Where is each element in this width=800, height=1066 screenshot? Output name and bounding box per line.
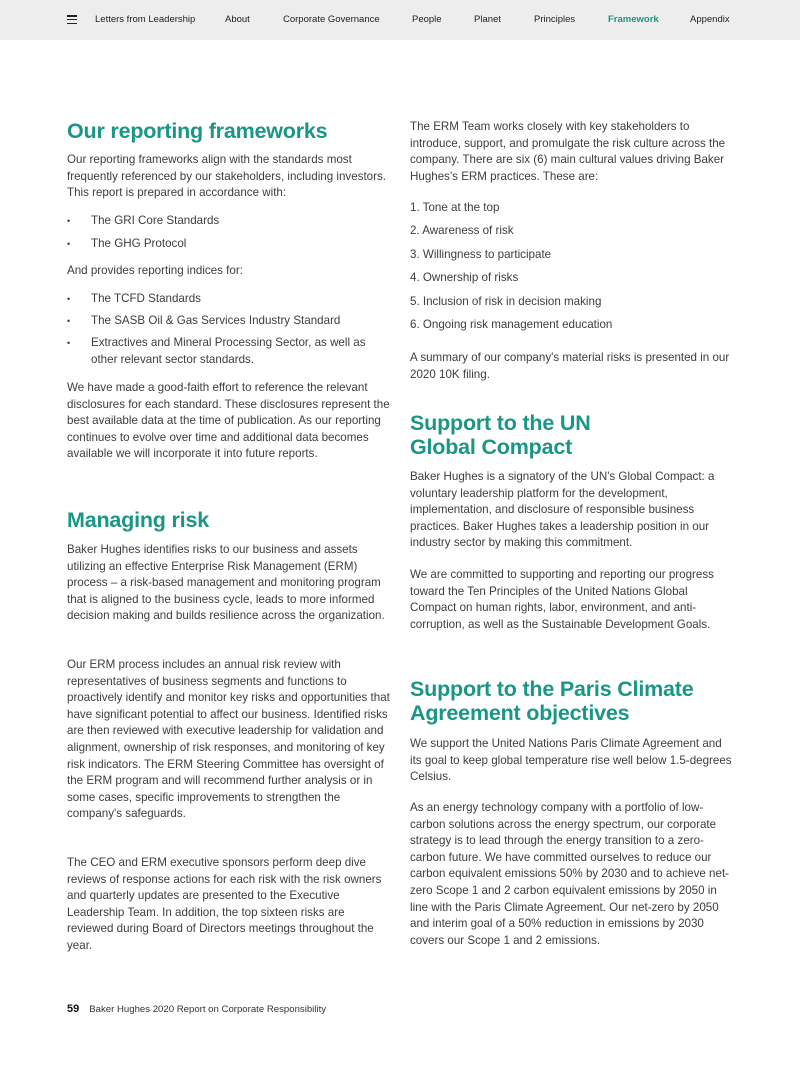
nav-appendix[interactable]: Appendix (690, 14, 730, 25)
list-item: 4. Ownership of risks (410, 271, 519, 284)
nav-planet[interactable]: Planet (474, 14, 501, 25)
un-paragraph-1: Baker Hughes is a signatory of the UN's Global Compact: a voluntary leadership platform for the development, implementation, and disclosure of responsible business practices. Baker Hughes takes a leadership position in our industry sector by making this commitment. (410, 470, 715, 550)
frameworks-closing: We have made a good-faith effort to reference the relevant disclosures for each standard. These disclosures represent the best available data at the time of publication. As our reporting continues to evolve over time and additional data becomes available we will incorporate it into future reports. (67, 381, 390, 461)
hamburger-menu-icon[interactable] (67, 15, 77, 24)
risk-paragraph-2: Our ERM process includes an annual risk review with representatives of business segments and functions to proactively identify and monitor key risks and opportunities that have significant potential to affect our business. Identified risks are then reviewed with executive leadership for validation and alignment, ownership of risk responses, and monitoring of key risk indicators. The ERM Steering Committee has oversight of the ERM program and will recommend further analysis or in some cases, specific improvements to strengthen the company's safeguards. (67, 658, 390, 821)
heading-line: Global Compact (410, 435, 573, 459)
nav-principles[interactable]: Principles (534, 14, 576, 25)
heading-reporting-frameworks: Our reporting frameworks (67, 119, 328, 143)
risk-summary: A summary of our company's material risks is presented in our 2020 10K filing. (410, 351, 730, 381)
un-paragraph-2: We are committed to supporting and reporting our progress toward the Ten Principles of the United Nations Global Compact on human rights, labor, environment, and anti-corruption, as well as the Sustainable Development Goals. (410, 568, 714, 631)
list-item: 3. Willingness to participate (410, 248, 552, 261)
heading-managing-risk: Managing risk (67, 508, 209, 532)
heading-paris-climate (410, 677, 740, 725)
heading-line: Support to the Paris Climate (410, 677, 694, 701)
heading-line: Agreement objectives (410, 701, 630, 725)
nav-corporate-governance[interactable]: Corporate Governance (283, 14, 380, 25)
page-number: 59 (67, 1003, 80, 1015)
list-item: 1. Tone at the top (410, 201, 500, 214)
nav-letters-from-leadership[interactable]: Letters from Leadership (95, 14, 196, 25)
indices-label: And provides reporting indices for: (67, 264, 243, 277)
risk-paragraph-3: The CEO and ERM executive sponsors perform deep dive reviews of response actions for each risk with the risk owners and quarterly updates are presented to the Executive Leadership Team. In addition, the top sixteen risks are reviewed during Board of Directors meetings throughout the year. (67, 856, 382, 952)
heading-line: Support to the UN (410, 411, 591, 435)
list-item: • The GHG Protocol (67, 236, 391, 253)
list-item: • The SASB Oil & Gas Services Industry Standard (67, 313, 391, 330)
paris-paragraph-1: We support the United Nations Paris Climate Agreement and its goal to keep global temperature rise well below 1.5-degrees Celsius. (410, 737, 732, 784)
list-item: 6. Ongoing risk management education (410, 318, 613, 331)
list-item: • The TCFD Standards (67, 291, 391, 308)
list-item: 2. Awareness of risk (410, 224, 514, 237)
erm-intro: The ERM Team works closely with key stakeholders to introduce, support, and promulgate the risk culture across the company. There are six (6) main cultural values driving Baker Hughes's ERM practices. These are: (410, 120, 726, 183)
nav-people[interactable]: People (412, 14, 442, 25)
risk-paragraph-1: Baker Hughes identifies risks to our business and assets utilizing an effective Enterprise Risk Management (ERM) process – a risk-based management and monitoring program that is aligned to the business cycle, leads to more informed decision making and builds resilience across the organization. (67, 543, 385, 623)
list-item: 5. Inclusion of risk in decision making (410, 295, 602, 308)
list-item: • Extractives and Mineral Processing Sector, as well as other relevant sector standards. (67, 335, 391, 368)
report-title: Baker Hughes 2020 Report on Corporate Responsibility (89, 1004, 327, 1015)
nav-framework[interactable]: Framework (608, 14, 659, 25)
frameworks-intro: Our reporting frameworks align with the standards most frequently referenced by our stakeholders, including investors. This report is prepared in accordance with: (67, 153, 387, 200)
nav-about[interactable]: About (225, 14, 250, 25)
paris-paragraph-2: As an energy technology company with a portfolio of low-carbon solutions across the energy spectrum, our corporate strategy is to lead through the energy transition to a zero-carbon future. We have committed ourselves to reduce our carbon equivalent emissions 50% by 2030 and to achieve net-zero Scope 1 and 2 carbon equivalent emissions by 2050 in line with the Paris Climate Agreement. Our net-zero by 2050 and interim goal of a 50% reduction in emissions by 2030 covers our Scope 1 and 2 emissions. (410, 801, 730, 947)
heading-un-global-compact (410, 411, 740, 459)
list-item: • The GRI Core Standards (67, 213, 391, 230)
top-navigation (0, 0, 800, 40)
page-footer (67, 1003, 326, 1015)
